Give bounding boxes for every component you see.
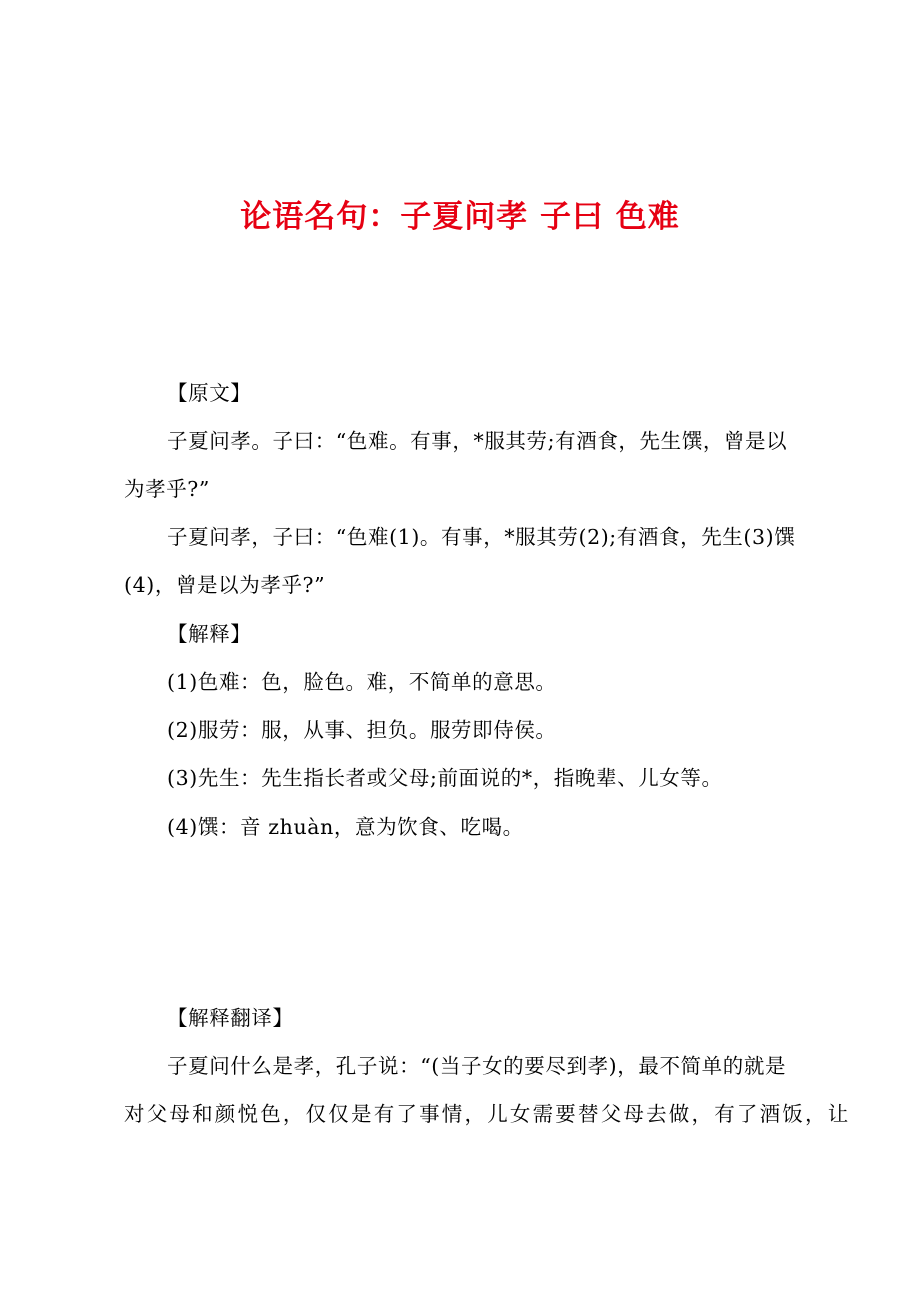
original-para1-line2: 为孝乎?” xyxy=(124,477,210,501)
original-para2-line1: 子夏问孝，子曰：“色难(1)。有事，*服其劳(2);有酒食，先生(3)馔 xyxy=(167,525,796,549)
original-para2-line2: (4)，曾是以为孝乎?” xyxy=(124,573,326,597)
original-text-heading: 【原文】 xyxy=(167,381,252,405)
original-para1-line1: 子夏问孝。子曰：“色难。有事，*服其劳;有酒食，先生馔，曾是以 xyxy=(167,429,788,453)
notes-heading: 【解释】 xyxy=(167,622,252,646)
document-title: 论语名句：子夏问孝 子曰 色难 xyxy=(240,199,680,235)
note-item: (1)色难：色，脸色。难，不简单的意思。 xyxy=(167,670,557,694)
note-item: (2)服劳：服，从事、担负。服劳即侍侯。 xyxy=(167,718,557,742)
note-item: (3)先生：先生指长者或父母;前面说的*，指晚辈、儿女等。 xyxy=(167,766,723,790)
translation-heading: 【解释翻译】 xyxy=(167,1006,294,1030)
translation-line2: 对父母和颜悦色，仅仅是有了事情，儿女需要替父母去做，有了酒饭，让 xyxy=(124,1102,851,1126)
translation-line1: 子夏问什么是孝，孔子说：“(当子女的要尽到孝)，最不简单的就是 xyxy=(167,1054,787,1078)
note-item: (4)馔：音 zhuàn，意为饮食、吃喝。 xyxy=(167,815,524,839)
